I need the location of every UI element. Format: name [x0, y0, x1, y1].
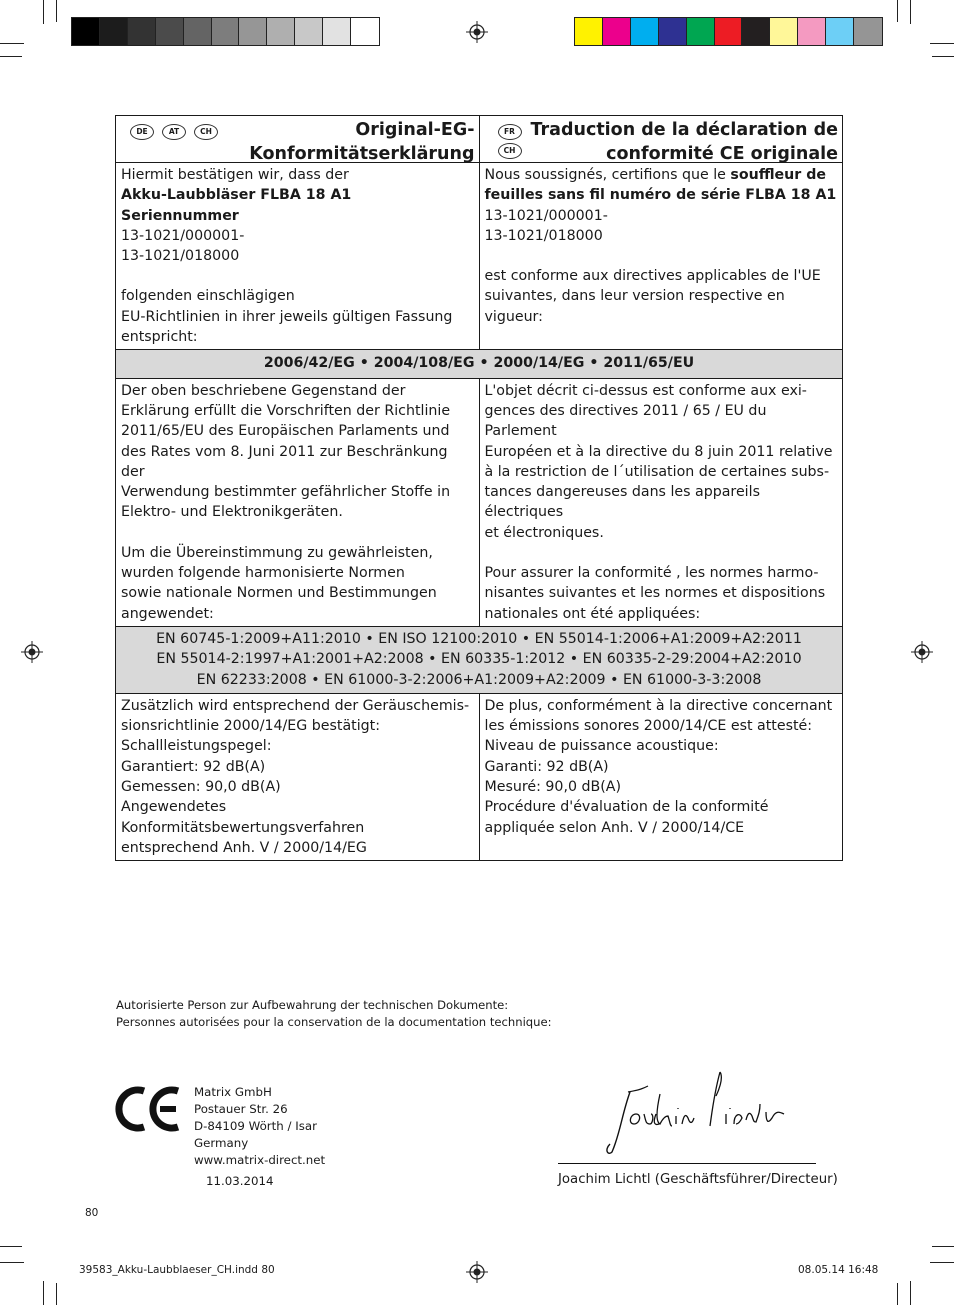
text-line: suivantes, dans leur version respective en vigueur: [484, 288, 785, 325]
color-swatch [854, 18, 882, 45]
serial-from: 13-1021/000001- [484, 207, 608, 224]
noise-text-fr [479, 693, 843, 860]
serial-to: 13-1021/018000 [121, 248, 240, 265]
text-line: nationales ont été appliquées: [484, 605, 701, 622]
slug-date: 08.05.14 16:48 [798, 1264, 879, 1276]
color-control-bar [574, 17, 883, 46]
grey-swatch [72, 18, 100, 45]
company-address [194, 1084, 325, 1169]
text-line: Elektro- und Elektronikgeräten. [121, 504, 343, 521]
company-name: Matrix GmbH [194, 1085, 272, 1099]
product-text-de [116, 163, 480, 350]
company-website: www.matrix-direct.net [194, 1153, 326, 1167]
text-line: nisantes suivantes et les normes et dispositions [484, 585, 826, 602]
text-line: Procédure d'évaluation de la conformité [484, 799, 769, 816]
rohs-row [116, 378, 843, 626]
grey-swatch [156, 18, 184, 45]
grey-swatch [351, 18, 379, 45]
authorized-de: Autorisierte Person zur Aufbewahrung der technischen Dokumente: [116, 998, 509, 1012]
grey-scale-bar [71, 17, 380, 46]
text-line: Um die Übereinstimmung zu gewährleisten, [121, 544, 433, 561]
product-text-fr [479, 163, 843, 350]
standards-line: EN 62233:2008 • EN 61000-3-2:2006+A1:2009+A2:2009 • EN 61000-3-3:2008 [196, 671, 762, 688]
text-line: Zusätzlich wird entsprechend der Geräuschemis- [121, 697, 470, 714]
standards-line: EN 55014-2:1997+A1:2001+A2:2008 • EN 60335-1:2012 • EN 60335-2-29:2004+A2:2010 [156, 651, 802, 668]
grey-swatch [323, 18, 351, 45]
text-line: EU-Richtlinien in ihrer jeweils gültigen Fassung [121, 308, 453, 325]
color-swatch [826, 18, 854, 45]
registration-mark-icon [466, 21, 488, 43]
color-swatch [575, 18, 603, 45]
title-de [249, 118, 474, 166]
flag-ch-icon: CH [498, 143, 522, 159]
color-swatch [798, 18, 826, 45]
directives-row [116, 350, 843, 378]
signatory-name: Joachim Lichtl (Geschäftsführer/Directeur) [558, 1172, 838, 1187]
noise-text-de [116, 693, 480, 860]
text-line: est conforme aux directives applicables de l'UE [484, 268, 821, 285]
issue-date: 11.03.2014 [206, 1174, 274, 1188]
text-line: et électroniques. [484, 524, 604, 541]
rohs-text-fr [479, 378, 843, 626]
product-row [116, 163, 843, 350]
serial-from: 13-1021/000001- [121, 227, 245, 244]
flag-fr-icon: FR [498, 124, 522, 140]
page-number: 80 [85, 1207, 99, 1219]
text-line: tances dangereuses dans les appareils électriques [484, 484, 760, 521]
text-line: Hiermit bestätigen wir, dass der [121, 167, 349, 183]
text-line: entsprechend Anh. V / 2000/14/EG [121, 839, 367, 856]
text-line: folgenden einschlägigen [121, 288, 295, 305]
registration-mark-icon [21, 641, 43, 663]
text-line: 2011/65/EU des Europäischen Parlaments und [121, 423, 450, 440]
color-swatch [631, 18, 659, 45]
noise-row [116, 693, 843, 860]
flag-de-icon: DE [130, 124, 154, 140]
flag-ch-icon: CH [194, 124, 218, 140]
ce-mark-icon [115, 1085, 181, 1133]
text-line: Der oben beschriebene Gegenstand der [121, 382, 406, 399]
text-line: des Rates vom 8. Juni 2011 zur Beschränkung der [121, 443, 448, 480]
title-de-line: Original-EG- [355, 120, 475, 140]
title-fr [531, 118, 839, 166]
grey-swatch [267, 18, 295, 45]
text-line: Niveau de puissance acoustique: [484, 738, 719, 755]
signature-image [600, 1064, 800, 1156]
header-de [116, 116, 480, 163]
registration-mark-icon [466, 1261, 488, 1283]
registration-mark-icon [911, 641, 933, 663]
serial-to: 13-1021/018000 [484, 227, 603, 244]
text-line: Mesuré: 90,0 dB(A) [484, 779, 622, 796]
text-line: Européen et à la directive du 8 juin 2011 relative [484, 443, 833, 460]
flag-at-icon: AT [162, 124, 186, 140]
text-line: Gemessen: 90,0 dB(A) [121, 779, 281, 796]
grey-swatch [239, 18, 267, 45]
language-flags-de [130, 124, 218, 140]
product-name-fr: feuilles sans fil numéro de série FLBA 18 A1 [484, 187, 837, 204]
standards-list [116, 626, 843, 693]
slug-filename: 39583_Akku-Laubblaeser_CH.indd 80 [79, 1264, 275, 1276]
color-swatch [687, 18, 715, 45]
company-city: D-84109 Wörth / Isar [194, 1119, 317, 1133]
text-line: sionsrichtlinie 2000/14/EG bestätigt: [121, 718, 381, 735]
title-fr-line: conformité CE originale [606, 144, 838, 164]
text-line: gences des directives 2011 / 65 / EU du Parlement [484, 402, 767, 440]
color-swatch [659, 18, 687, 45]
text-line: De plus, conformément à la directive concernant [484, 697, 833, 714]
header-row [116, 116, 843, 163]
signature-line [558, 1163, 816, 1164]
text-line: Angewendetes Konformitätsbewertungsverfahren [121, 799, 365, 836]
grey-swatch [128, 18, 156, 45]
grey-swatch [295, 18, 323, 45]
text-line: Garantiert: 92 dB(A) [121, 758, 266, 775]
title-fr-line: Traduction de la déclaration de [530, 120, 838, 140]
grey-swatch [212, 18, 240, 45]
title-de-line: Konformitätserklärung [249, 144, 475, 164]
text-line: Schallleistungspegel: [121, 738, 272, 755]
grey-swatch [184, 18, 212, 45]
color-swatch [715, 18, 743, 45]
product-name-de: Akku-Laubbläser FLBA 18 A1 Seriennummer [121, 187, 352, 224]
text-line: Pour assurer la conformité , les normes harmo- [484, 565, 819, 582]
color-swatch [770, 18, 798, 45]
text-line: Erklärung erfüllt die Vorschriften der Richtlinie [121, 402, 451, 419]
directives-list: 2006/42/EG • 2004/108/EG • 2000/14/EG • 2011/65/EU [116, 350, 843, 378]
text-line: les émissions sonores 2000/14/CE est attesté: [484, 718, 813, 735]
text-line: sowie nationale Normen und Bestimmungen [121, 585, 437, 602]
authorized-fr: Personnes autorisées pour la conservation de la documentation technique: [116, 1015, 552, 1029]
color-swatch [603, 18, 631, 45]
product-name-fr: souffleur de [730, 167, 826, 183]
text-line: appliquée selon Anh. V / 2000/14/CE [484, 819, 745, 836]
text-line: entspricht: [121, 329, 198, 346]
company-country: Germany [194, 1136, 249, 1150]
company-street: Postauer Str. 26 [194, 1102, 288, 1116]
rohs-text-de [116, 378, 480, 626]
text-line: angewendet: [121, 605, 214, 622]
text-line: Verwendung bestimmter gefährlicher Stoffe in [121, 484, 451, 501]
authorized-person-note [116, 997, 552, 1031]
grey-swatch [100, 18, 128, 45]
text-line: wurden folgende harmonisierte Normen [121, 565, 405, 582]
text-line: Nous soussignés, certifions que le [484, 167, 731, 183]
language-flags-fr [498, 124, 522, 159]
declaration-table [115, 115, 843, 861]
standards-row [116, 626, 843, 693]
text-line: à la restriction de l´utilisation de certaines subs- [484, 463, 830, 480]
text-line: Garanti: 92 dB(A) [484, 758, 609, 775]
standards-line: EN 60745-1:2009+A11:2010 • EN ISO 12100:2010 • EN 55014-1:2006+A1:2009+A2:2011 [156, 630, 802, 647]
color-swatch [742, 18, 770, 45]
header-fr [479, 116, 843, 163]
text-line: L'objet décrit ci-dessus est conforme aux exi- [484, 382, 807, 399]
